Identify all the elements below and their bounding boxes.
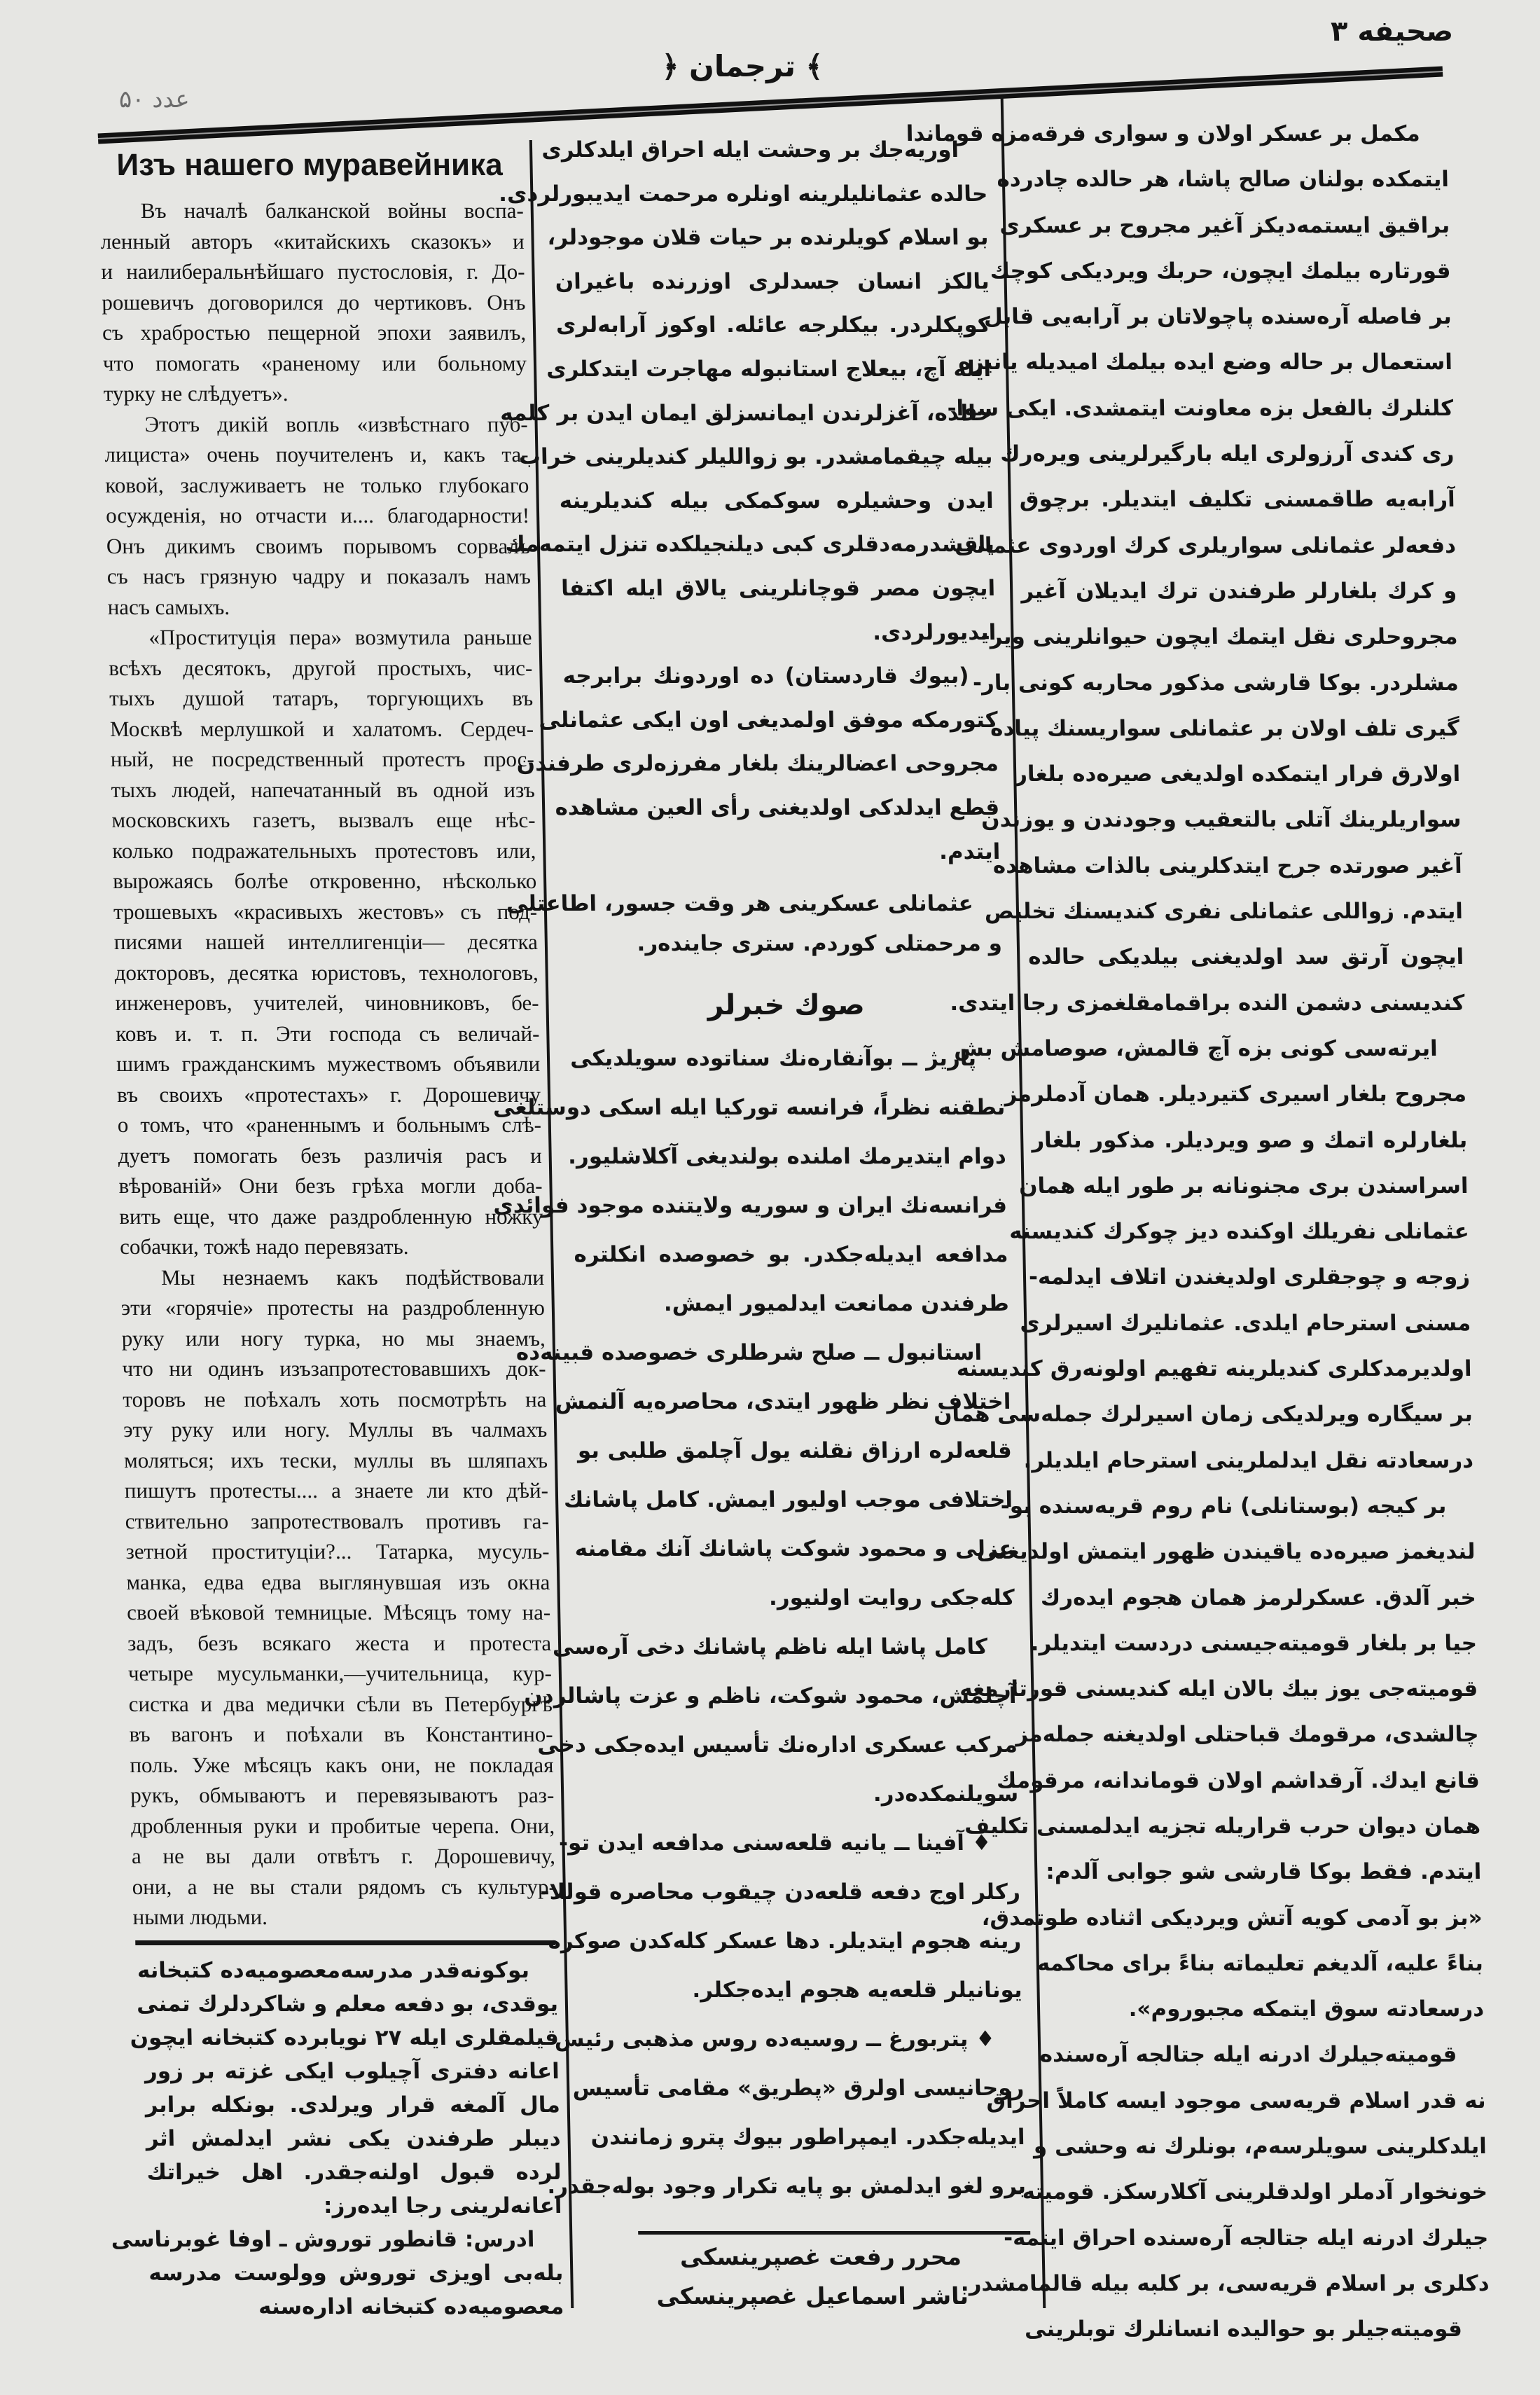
text-line: كوپكلردر. بیكلرجه عائله. اوكوز آرابه‌لری <box>555 312 991 338</box>
text-line: въ своихъ «протестахъ» г. Дорошевичу <box>116 1082 541 1107</box>
text-line: بیله چیقمامشدر. بو زواللیلر كندیلرینی خراب <box>518 444 993 470</box>
text-line: ♦ آفینا ــ یانیه قلعه‌سنی مدافعه ایدن تو- <box>558 1830 992 1856</box>
text-line: یونانیلر قلعه‌یه هجوم ایده‌جكلر. <box>691 1978 1022 2003</box>
text-line: آرابه‌یه طاقمسنی تكلیف ایتدیلر. برچوق <box>1019 487 1456 513</box>
text-line: вѣрованій» Они безъ грѣха могли доба- <box>118 1173 543 1198</box>
text-line: ный, не посредственный протестъ прос- <box>110 747 535 771</box>
text-line: كله‌جكی روایت اولنیور. <box>768 1585 1015 1610</box>
text-line: برو لغو ایدلمش بو پایه تكرار وجود بوله‌جقدر. <box>546 2174 1027 2199</box>
text-line: ковъ и. т. п. Эти господа съ величай- <box>115 1021 540 1046</box>
section-rule <box>135 1940 555 1945</box>
text-line: ♦ پتربورغ ــ روسیه‌ده روس مذهبی رئیس <box>554 2027 996 2052</box>
text-line: своей вѣковой темницые. Мѣсяцъ тому на- <box>126 1600 551 1624</box>
text-line: آغیر صورتده جرح ایتدكلرینی بالذات مشاهده <box>992 853 1463 878</box>
paragraph <box>498 128 997 654</box>
text-line: مكمل بر عسكر اولان و سواری فرقه‌مزه قوماندا <box>906 121 1421 146</box>
text-line: سویلنمكده‌در. <box>873 1781 1019 1807</box>
text-line: حالده عثمانلیلرینه اونلره مرحمت ایدیبورلردی. <box>498 181 988 207</box>
text-line: ковой, заслуживаетъ не только глубокаго <box>104 472 529 497</box>
text-line: بر كیجه (بوستانلی) نام روم قریه‌سنده بو- <box>1000 1493 1447 1519</box>
text-line: آچلمش، محمود شوكت، ناظم و عزت پاشالردن <box>523 1683 1017 1709</box>
text-line: بوكونه‌قدر مدرسه‌معصومیه‌ده كتبخانه <box>137 1958 530 1983</box>
text-line: عزلی و محمود شوكت پاشانك آنك مقامنه <box>574 1536 1014 1561</box>
text-line: рошевичъ договорился до чертиковъ. Онъ <box>101 289 526 315</box>
text-line: руку или ногу турка, но мы знаемъ, <box>121 1325 546 1351</box>
text-line: طرفندن ممانعت ایدلمیور ایمش. <box>663 1291 1010 1316</box>
text-line: торовъ не поѣхалъ хоть посмотрѣть на <box>123 1386 547 1412</box>
text-line: Въ началѣ балканской войны воспа- <box>140 198 525 223</box>
text-line: ленный авторъ «китайскихъ сказокъ» и <box>100 228 525 254</box>
text-line: Москвѣ мерлушкой и халатомъ. Сердеч- <box>109 716 534 741</box>
text-line: ایچون آرتق سد اولدیغنی بیلدیكی حالده <box>1027 944 1464 970</box>
text-line: فرانسه‌نك ایران و سوریه ولایتنده موجود فوائدی <box>492 1193 1008 1218</box>
text-line: و مرحمتلی كوردم. ستری جاینده‌ر. <box>637 931 1003 956</box>
text-line: اختلاف نظر ظهور ایتدی، محاصره‌یه آلنمش <box>555 1389 1011 1414</box>
paragraph <box>1024 2307 1490 2352</box>
text-line: ایتدم. زواللی عثمانلی نفری كندیسنك تخلیص <box>984 899 1464 925</box>
text-line: بله‌بی اویزی توروش وولوست مدرسه <box>148 2261 564 2286</box>
text-line: یالكز انسان جسدلری اوزرنده باغیران <box>555 268 990 294</box>
paragraph <box>120 1262 557 1933</box>
paragraph <box>523 1622 1019 1818</box>
text-line: ایچون مصر قوچانلرینی یالاق ایله اكتفا <box>560 575 996 601</box>
text-line: معصومیه‌ده كتبخانه اداره‌سنه <box>258 2294 564 2319</box>
text-line: всѣхъ десятокъ, другой простыхъ, чис- <box>108 655 533 680</box>
text-line: о томъ, что «раненнымъ и больнымъ слѣ- <box>117 1112 542 1137</box>
text-line: مال آلمغه قرار ویرلدی. بونكله برابر <box>145 2092 561 2118</box>
text-line: دیبلر طرفندن یكی نشر ایدلمش اثر <box>146 2126 561 2151</box>
text-line: استعمال بر حاله وضع ایده بیلمك امیدیله یانیزه <box>957 350 1453 375</box>
text-line: استانبول ــ صلح شرطلری خصوصده قبینه‌ده <box>515 1340 983 1365</box>
text-line: насъ самыхъ. <box>107 594 230 619</box>
text-line: گیری تلف اولان بر عثمانلی سواریسنك پیاده <box>990 715 1460 741</box>
text-line: زوجه و چوجقلری اولدیغندن اتلاف ایدلمه- <box>1028 1264 1471 1290</box>
text-line: въ вагонъ и поѣхали въ Константино- <box>129 1722 553 1746</box>
text-line: مجروحلری نقل ایتمك ایچون حیوانلرینی ویر- <box>980 624 1458 650</box>
text-line: عثمانلی نفریلك اوكنده دیز چوكرك كندیسنه <box>1008 1219 1470 1245</box>
text-line: писями нашей интеллигенціи— десятка <box>113 930 539 954</box>
text-line: قیلمقلری ایله ۲۷ نویابرده كتبخانه ایچون <box>130 2025 560 2050</box>
text-line: مجروح بلغار اسیری كتیردیلر. همان آدملرمز <box>1004 1082 1467 1107</box>
text-line: قورتاره بیلمك ایچون، حربك ویردیكی كوچك <box>990 258 1451 284</box>
text-line: ایدن وحشیلره سوكمكی بیله كندیلرینه <box>559 488 994 513</box>
text-line: بو اسلام كویلرنده بر حیات قلان موجودلر، <box>547 225 989 251</box>
text-line: они, а не вы стали рядомъ съ культур- <box>132 1874 557 1899</box>
text-line: дробленныя руки и пробитые черепа. Они, <box>130 1813 555 1838</box>
paragraph <box>540 1818 1022 2015</box>
text-line: كندیسنی دشمن النده براقمامقلغمزی رجا ایتدی. <box>949 990 1465 1016</box>
text-line: پاریژ ــ بوآنقاره‌نك سناتوده سویلدیكی <box>569 1046 977 1071</box>
issue-number: عدد ۵۰ <box>119 85 190 113</box>
text-line: اعانه دفتری آچیلوب ایكی غزته بر زور <box>144 2059 560 2084</box>
text-line: ствительно запротествовалъ противъ га- <box>125 1508 550 1533</box>
text-line: Этотъ дикій вопль «извѣстнаго пуб- <box>144 411 528 436</box>
text-line: трошевыхъ «красивыхъ жестовъ» съ под- <box>113 899 538 924</box>
text-line: и наилиберальнѣйшаго пустословія, г. До- <box>101 259 525 284</box>
latest-news-heading: صوك خبرلر <box>707 989 866 1021</box>
page-number: صحیفه ۳ <box>1331 15 1454 48</box>
text-line: كتورمكه موفق اولمدیغی اون ایكی عثمانلی <box>538 707 999 733</box>
text-line: дуетъ помогать безъ различія расъ и <box>118 1143 542 1168</box>
text-line: حالده، آغزلرندن ایمانسزلق ایمان ایدن بر كلمه <box>499 400 992 426</box>
russian-article-body <box>99 195 557 1933</box>
text-line: مشلردر. بوكا قارشی مذكور محاربه كونی بار- <box>972 670 1459 696</box>
text-line: Онъ дикимъ своимъ порывомъ сорвалъ <box>106 533 531 558</box>
text-line: یاقشدرمه‌دقلری كبی دیلنجیلكده تنزل ایتمه‌مك <box>505 532 995 558</box>
text-line: турку не слѣдуетъ». <box>103 381 289 406</box>
text-line: съ насъ грязную чадру и показалъ намъ <box>106 564 532 588</box>
paragraph <box>104 409 532 623</box>
text-line: لندیغمز صیره‌ده یاقیندن ظهور ایتمش اولدیغنی <box>976 1539 1476 1565</box>
text-line: задъ, безъ всякаго жеста и протеста <box>127 1630 552 1655</box>
text-line: روحانیسی اولرق «پطریق» مقامی تأسیس <box>572 2076 1025 2101</box>
text-line: ایدیله‌جكدر. ایمپراطور بیوك پترو زمانندن <box>590 2125 1025 2150</box>
text-line: ادرس: قانطور توروش ـ اوفا غوبرناسی <box>111 2227 535 2252</box>
text-line: كامل پاشا ایله ناظم پاشانك دخی آره‌سی <box>552 1634 988 1659</box>
text-line: قلعه‌لره ارزاق نقلنه یول آچلمق طلبی بو <box>577 1438 1013 1463</box>
text-line: зетной проституціи?... Татарка, мусуль- <box>125 1539 550 1564</box>
text-line: سواریلرینك آتلی بالتعقیب وجودندن و یوزندن <box>980 807 1462 833</box>
text-line: لرده قبول اولنه‌جقدر. اهل خیراتك <box>146 2160 562 2185</box>
text-line: моляться; ихъ тески, муллы въ шляпахъ <box>123 1447 548 1472</box>
text-line: ایرته‌سی كونی بزه آچ قالمش، صوصامش بش <box>953 1035 1438 1061</box>
text-line: كلنلرك بالفعل بزه معاونت ایتمشدی. ایكی سوا- <box>947 395 1454 421</box>
text-line: دوام ایتدیرمك املنده بولندیغی آكلاشلیور. <box>567 1144 1007 1169</box>
text-line: «بز بو آدمی كویه آتش ویردیكی اثناده طوتمدق، <box>981 1905 1483 1931</box>
text-line: пишутъ протесты.... а знаете ли кто дѣй- <box>124 1478 549 1503</box>
text-line: اختلافی موجب اولیور ایمش. كامل پاشانك <box>563 1487 1013 1512</box>
text-line: ایدیورلردی. <box>872 619 997 645</box>
text-line: (بیوك قاردستان) ده اوردونك برابرجه <box>562 663 969 689</box>
paragraph <box>960 2032 1490 2307</box>
text-line: вить еще, что даже раздробленную ножку <box>118 1203 543 1229</box>
paragraph <box>130 1954 562 2223</box>
text-line: قومیته‌جی یوز بیك بالان ایله كندیسنی قورتارمغه <box>959 1676 1478 1702</box>
text-line: درسعادته سوق ایتمكه مجبوروم». <box>1128 1996 1485 2022</box>
text-line: اولارق فرار ایتمكده اولدیغی صیره‌ده بلغار <box>1014 761 1461 787</box>
text-line: بلغارلره اتمك و صو ویردیلر. مذكور بلغار <box>1031 1127 1468 1153</box>
text-line: مسنی استرحام ایلدی. عثمانلیرك اسیرلری <box>1019 1310 1471 1336</box>
text-line: эти «горячіе» протесты на раздробленную <box>120 1295 546 1320</box>
paragraph <box>506 884 1003 964</box>
text-line: قومیته‌جیلر بو حوالیده انسانلرك توبلرینی <box>1024 2317 1463 2342</box>
text-line: эту руку или ногу. Муллы въ чалмахъ <box>123 1417 548 1442</box>
text-line: тыхъ людей, напечатанный въ одной изъ <box>111 777 535 802</box>
text-line: مجروحی اعضالرینك بلغار مفرزه‌لری طرفندن <box>516 751 999 777</box>
middle-article-closing <box>506 884 1003 964</box>
text-line: بناءً علیه، آلدیغم تعلیماته بناءً برای محاكمه <box>1036 1950 1484 1976</box>
text-line: جیلرك ادرنه ایله جتالجه آره‌سنده احراق ایتمه- <box>1003 2225 1489 2251</box>
text-line: манка, едва едва выглянувшая изъ окна <box>126 1569 550 1594</box>
paragraph <box>111 2223 564 2324</box>
text-line: ركلر اوج دفعه قلعه‌دن چیقوب محاصره قوللا- <box>540 1879 1021 1905</box>
text-line: یوقدی، بو دفعه معلم و شاكردلرك تمنی <box>136 1992 559 2017</box>
text-line: вырожаясь болѣе откровенно, нѣсколько <box>112 869 537 893</box>
text-line: همان دیوان حرب قراریله تجزیه ایدلمسنی تكلیف <box>964 1813 1481 1839</box>
text-line: собачки, тожѣ надо перевязать. <box>119 1234 409 1259</box>
text-line: دفعه‌لر عثمانلی سواریلری كرك اوردوی عثمانی <box>954 532 1457 558</box>
text-line: بر فاصله آره‌سنده پاچولاتان بر آرابه‌یی قابل <box>983 304 1452 330</box>
publisher-signature: ناشر اسماعیل غصپرینسكی <box>655 2282 969 2310</box>
text-line: тыхъ душой татаръ, торгующихъ въ <box>109 686 534 710</box>
text-line: مركب عسكری اداره‌نك تأسیس ایده‌جكی دخی <box>536 1732 1018 1758</box>
text-line: ными людьми. <box>132 1905 268 1929</box>
text-line: рукъ, обмываютъ и перевязываютъ раз- <box>130 1783 555 1807</box>
text-line: بر سیگاره ویرلدیكی زمان اسیرلرك جمله‌سی همان <box>933 1402 1473 1428</box>
text-line: خونخوار آدملر اولدقلرینی آكلارسكز. قومیته- <box>1013 2179 1488 2205</box>
paragraph <box>546 2015 1027 2211</box>
text-line: دكلری بر اسلام قریه‌سی، بر كلبه بیله قالمامشدر. <box>960 2270 1490 2296</box>
text-line: اعانه‌لرینی رجا ایده‌رز: <box>323 2193 562 2218</box>
text-line: اولدیرمدكلری كندیلرینه تفهیم اولونه‌رق كندیسنه <box>956 1356 1472 1382</box>
text-line: что ни одинъ изъзапротестовавшихъ док- <box>122 1356 546 1381</box>
latest-news-list <box>492 1034 1027 2211</box>
text-line: колько подражательныхъ протестовъ или, <box>111 838 536 863</box>
text-line: систка и два медички сѣли въ Петербургѣ <box>128 1691 553 1716</box>
text-line: جیا بر بلغار قومیته‌جیسنی دردست ایتدیلر. <box>1030 1630 1478 1656</box>
text-line: съ храбростью пещерной эпохи заявилъ, <box>102 320 527 345</box>
text-line: докторовъ, десятка юристовъ, технологовъ, <box>114 960 539 985</box>
text-line: поль. Уже мѣсяцъ какъ они, не покладая <box>130 1752 554 1777</box>
text-line: نه قدر اسلام قریه‌سی موجود ایسه كاملاً احراق <box>986 2087 1486 2113</box>
text-line: رینه هجوم ایتدیلر. دها عسكر كله‌كدن صوكره <box>548 1928 1022 1954</box>
text-line: Мы незнаемъ какъ подѣйствовали <box>160 1264 545 1290</box>
text-line: براقیق ایستمه‌دیكز آغیر مجروح بر عسكری <box>999 212 1450 238</box>
text-line: ایتمكده بولنان صالح پاشا، هر حالده چادرده <box>997 167 1450 193</box>
paragraph <box>108 622 544 1262</box>
text-line: ایلدكلرینی سویلرسه‌م، بونلرك نه وحشی و <box>1033 2134 1487 2160</box>
editor-signature: محرر رفعت غصپرینسكی <box>679 2243 962 2270</box>
text-line: اوریه‌جك بر وحشت ایله احراق ایلدكلری <box>541 137 959 163</box>
text-line: «Проституція пера» возмутила раньше <box>148 625 532 649</box>
text-line: московскихъ газетъ, вызвалъ еще нѣс- <box>111 808 536 832</box>
text-line: ایتدم. <box>938 838 1001 864</box>
text-line: قانع ایدك. آرقداشم اولان قوماندانه، مرقومك <box>996 1767 1480 1793</box>
paragraph <box>933 1026 1474 1484</box>
text-line: اسراسندن بری مجنونانه بر طور ایله همان <box>1018 1173 1469 1199</box>
paragraph <box>99 195 527 409</box>
text-line: а не вы дали отвѣтъ г. Дорошевичу, <box>131 1844 556 1868</box>
text-line: نطقنه نظراً، فرانسه توركیا ایله اسكی دوستلغی <box>492 1095 1006 1120</box>
library-notice <box>111 1954 564 2324</box>
text-line: خبر آلدق. عسكرلرمز همان هجوم ایده‌رك <box>1040 1585 1477 1610</box>
text-line: осужденія, но отчасти и.... благодарности! <box>105 503 530 527</box>
text-line: ایتدم. فقط بوكا قارشی شو جوابی آلدم: <box>1045 1859 1482 1885</box>
text-line: قومیته‌جیلرك ادرنه ایله جتالجه آره‌سنده <box>1039 2042 1457 2068</box>
text-line: ایله آچ، بیعلاج استانبوله مهاجرت ایتدكلری <box>546 356 992 382</box>
text-line: عثمانلی عسكرینی هر وقت جسور، اطاعتلی <box>506 891 974 916</box>
signature-rule <box>638 2231 1030 2235</box>
text-line: шимъ гражданскимъ мужествомъ объявили <box>116 1051 541 1076</box>
text-line: ری كندی آرزولری ایله بارگیرلرینی ویره‌رك <box>999 441 1455 467</box>
middle-article-text <box>498 128 1001 874</box>
paragraph <box>515 1328 1015 1622</box>
text-line: مدافعه ایدیله‌جكدر. بو خصوصده انكلتره <box>574 1242 1008 1267</box>
text-line: четыре мусульманки,—учительница, кур- <box>127 1661 553 1685</box>
text-line: و كرك بلغارلر طرفندن ترك ایدیلان آغیر <box>1020 578 1457 604</box>
newspaper-masthead: ﴾ ترجمان ﴿ <box>661 49 824 83</box>
text-line: лициста» очень поучителенъ и, какъ та- <box>104 442 529 467</box>
paragraph <box>959 1484 1485 2033</box>
paragraph <box>492 1034 1010 1328</box>
text-line: چالشدی، مرقومك قباحتلی اولدیغنه جمله‌مز <box>1015 1722 1479 1748</box>
text-line: что помогать «раненому или больному <box>102 350 527 375</box>
paragraph <box>516 654 1001 874</box>
russian-article-title: Изъ нашего муравейника <box>116 148 504 182</box>
text-line: инженеровъ, учителей, чиновниковъ, бе- <box>115 991 539 1015</box>
text-line: درسعادته نقل ایدلملرینی استرحام ایلدیلر. <box>1023 1447 1474 1473</box>
text-line: قطع ایدلدكی اولدیغنی رأی العین مشاهده <box>555 794 1000 820</box>
